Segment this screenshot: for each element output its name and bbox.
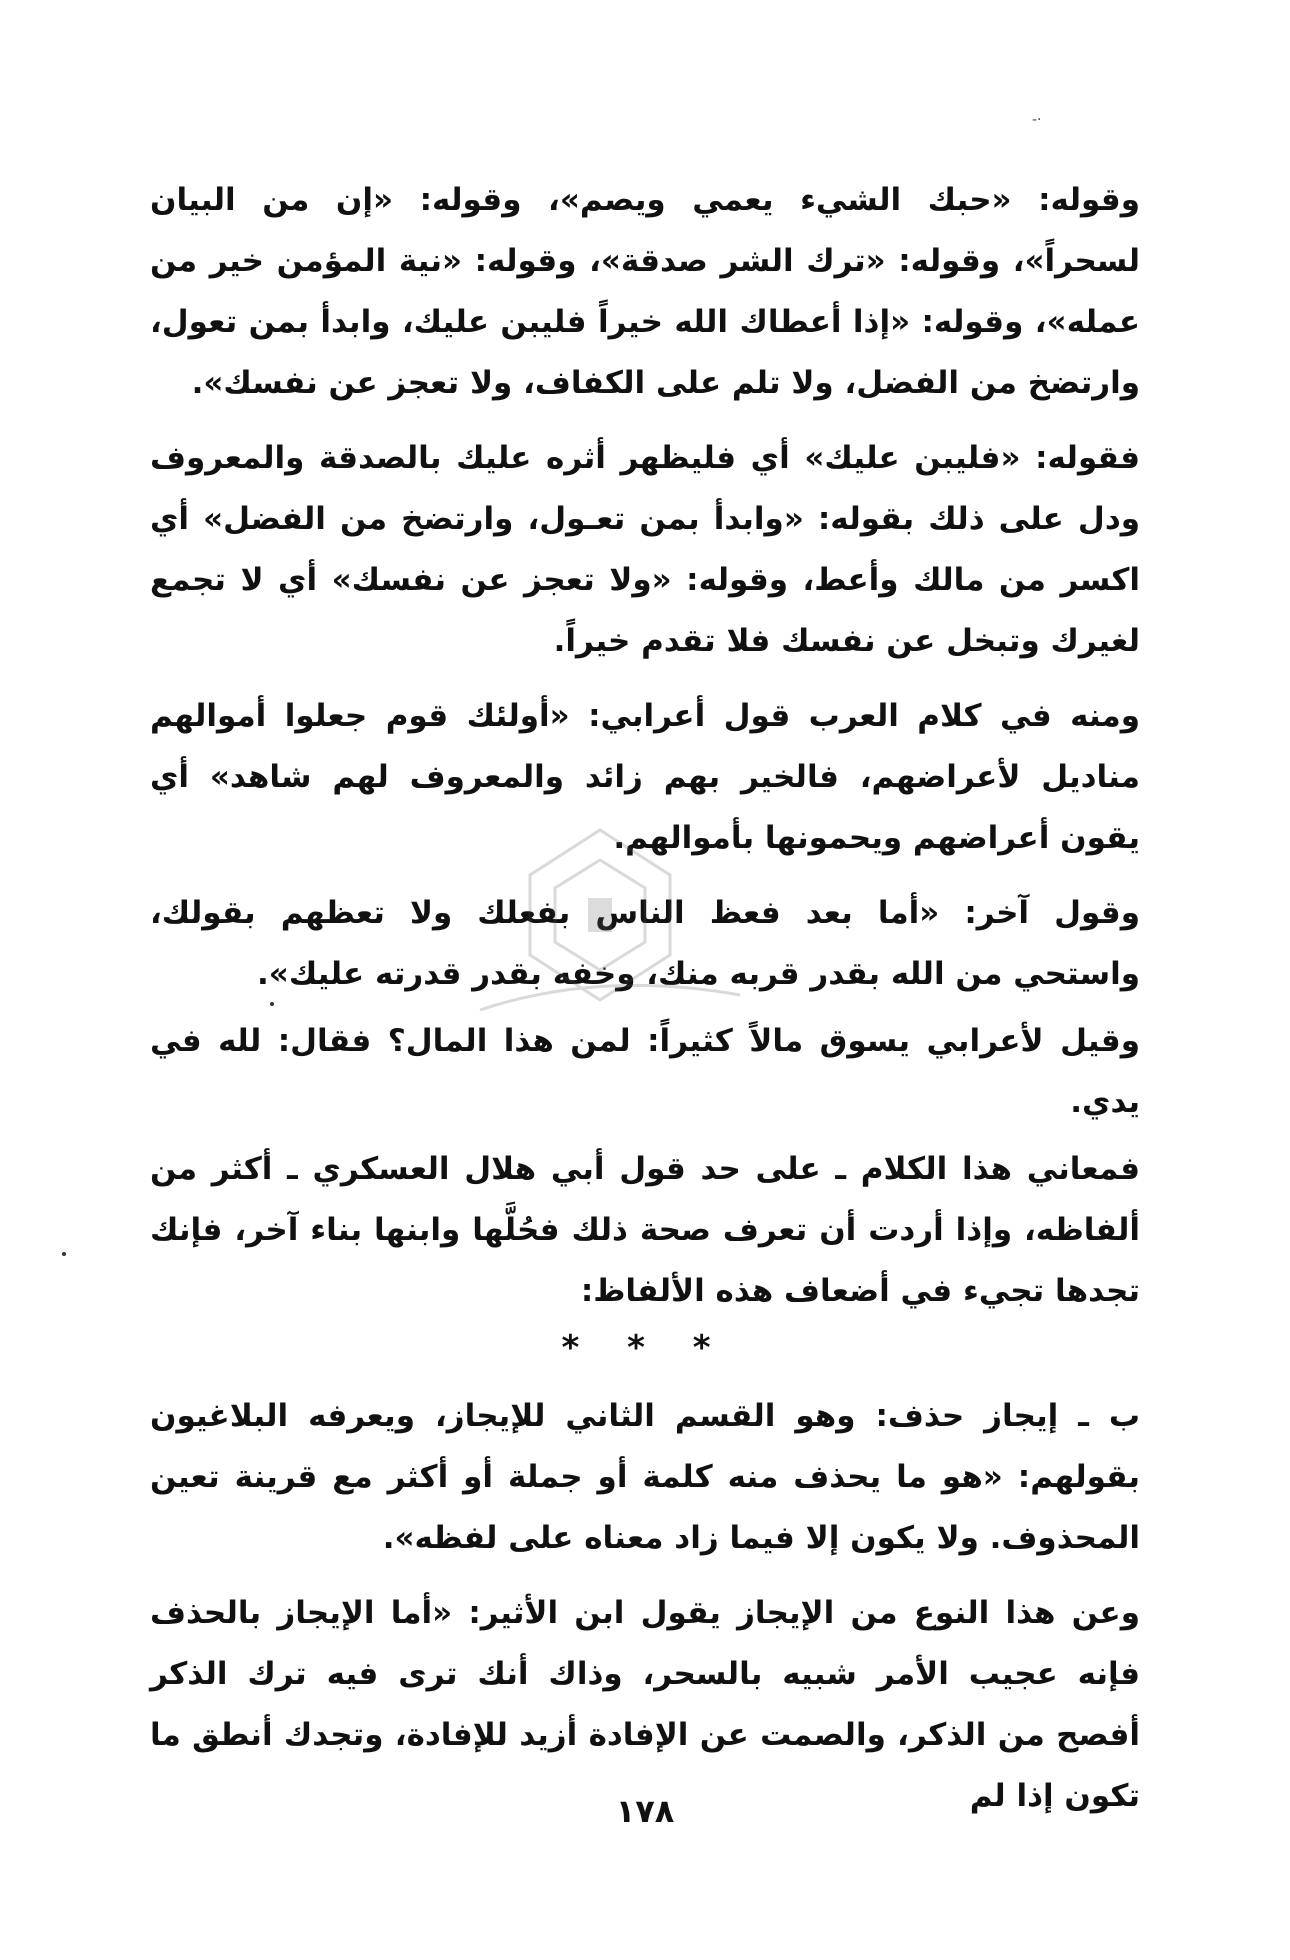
paragraph-another-saying: وقول آخر: «أما بعد فعظ الناس بفعلك ولا تعظهم بقولك، واستحي من الله بقدر قربه منك، وخفه بقدر قدرته عليك».	[150, 895, 1140, 992]
book-page-body	[150, 170, 1140, 1841]
paragraph-explanation: فقوله: «فليبن عليك» أي فليظهر أثره عليك بالصدقة والمعروف ودل على ذلك بقوله: «وابدأ بمن تعـول، وارتضخ من الفضل» أي اكسر من مالك وأعط، وقوله: «ولا تعجز عن نفسك» أي لا تجمع لغيرك وتبخل عن نفسك فلا تقدم خيراً.	[150, 440, 1140, 659]
paragraph-askari: فمعاني هذا الكلام ـ على حد قول أبي هلال العسكري ـ أكثر من ألفاظه، وإذا أردت أن تعرف صحة ذلك فحُلَّها وابنها بناء آخر، فإنك تجدها تجيء في أضعاف هذه الألفاظ:	[150, 1151, 1140, 1309]
paragraph-ibn-athir: وعن هذا النوع من الإيجاز يقول ابن الأثير: «أما الإيجاز بالحذف فإنه عجيب الأمر شبيه بالسحر، وذاك أنك ترى فيه ترك الذكر أفصح من الذكر، والصمت عن الإفادة أزيد للإفادة، وتجدك أنطق ما تكون إذا لم	[150, 1595, 1140, 1814]
scan-speck	[62, 1252, 66, 1256]
scan-speck	[270, 1002, 274, 1006]
paragraph-arab-speech: ومنه في كلام العرب قول أعرابي: «أولئك قوم جعلوا أموالهم مناديل لأعراضهم، فالخير بهم زائد والمعروف لهم شاهد» أي يقون أعراضهم ويحمونها بأموالهم.	[150, 698, 1140, 856]
section-separator: * * *	[561, 1328, 729, 1368]
paragraph-hadith-quotes: وقوله: «حبك الشيء يعمي ويصم»، وقوله: «إن من البيان لسحراً»، وقوله: «ترك الشر صدقة»، وقوله: «نية المؤمن خير من عمله»، وقوله: «إذا أعطاك الله خيراً فليبن عليك، وابدأ بمن تعول، وارتضخ من الفضل، ولا تلم على الكفاف، ولا تعجز عن نفسك».	[150, 182, 1140, 401]
paragraph-bedouin: وقيل لأعرابي يسوق مالاً كثيراً: لمن هذا المال؟ فقال: لله في يدي.	[150, 1023, 1140, 1120]
scan-mark: -·	[1032, 112, 1042, 128]
page-number: ١٧٨	[615, 1792, 675, 1830]
paragraph-ijaz-hadhf: ب ـ إيجاز حذف: وهو القسم الثاني للإيجاز، ويعرفه البلاغيون بقولهم: «هو ما يحذف منه كلمة أو جملة أو أكثر مع قرينة تعين المحذوف. ولا يكون إلا فيما زاد معناه على لفظه».	[150, 1398, 1140, 1556]
